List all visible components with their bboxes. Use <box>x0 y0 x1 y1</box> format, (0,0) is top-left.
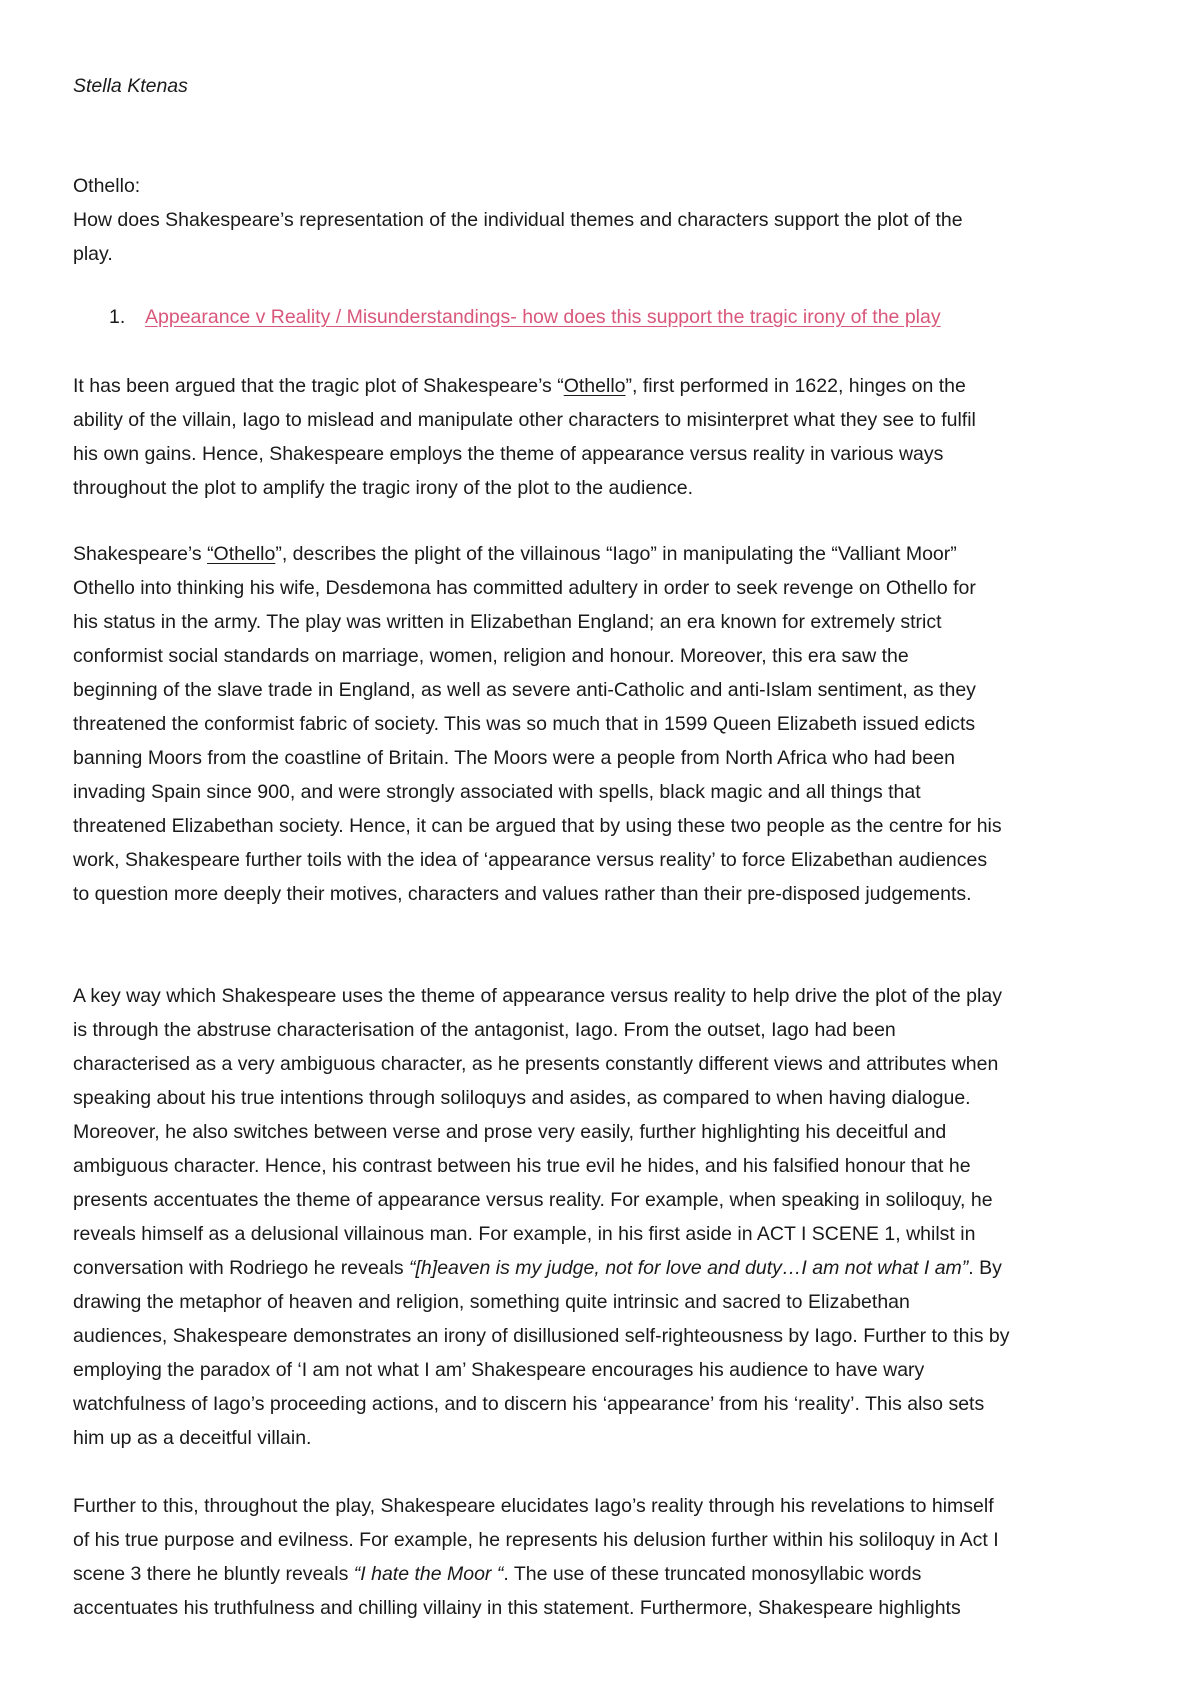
section-number: 1. <box>109 306 126 328</box>
paragraph-line: Moreover, he also switches between verse and prose very easily, further highlighting his deceitful and <box>73 1121 947 1143</box>
quotation-italic: “[h]eaven is my judge, not for love and duty…I am not what I am” <box>409 1257 969 1279</box>
paragraph-line: characterised as a very ambiguous character, as he presents constantly different views and attributes when <box>73 1053 999 1075</box>
text-run: . The use of these truncated monosyllabic words <box>503 1563 922 1585</box>
play-title-underlined: Othello <box>563 375 626 397</box>
paragraph-3 <box>73 979 1141 1455</box>
paragraph-line: threatened Elizabethan society. Hence, it can be argued that by using these two people as the centre for his <box>73 815 1002 837</box>
text-run: . By <box>968 1257 1002 1279</box>
paragraph-line: invading Spain since 900, and were strongly associated with spells, black magic and all things that <box>73 781 921 803</box>
paragraph-line: Further to this, throughout the play, Shakespeare elucidates Iago’s reality through his revelations to himself <box>73 1495 994 1517</box>
paragraph-line: his own gains. Hence, Shakespeare employs the theme of appearance versus reality in various ways <box>73 443 944 465</box>
author-name: Stella Ktenas <box>73 75 188 97</box>
text-run: ”, first performed in 1622, hinges on the <box>625 375 966 397</box>
text-run: conversation with Rodriego he reveals <box>73 1257 410 1279</box>
play-title-underlined: “Othello <box>207 543 276 565</box>
paragraph-line: banning Moors from the coastline of Britain. The Moors were a people from North Africa who had been <box>73 747 955 769</box>
paragraph-line: of his true purpose and evilness. For example, he represents his delusion further within his soliloquy in Act I <box>73 1529 999 1551</box>
text-run: scene 3 there he bluntly reveals <box>73 1563 354 1585</box>
paragraph-line: ambiguous character. Hence, his contrast between his true evil he hides, and his falsified honour that he <box>73 1155 971 1177</box>
text-run: Shakespeare’s <box>73 543 208 565</box>
paragraph-line: presents accentuates the theme of appearance versus reality. For example, when speaking in soliloquy, he <box>73 1189 993 1211</box>
paragraph-line: speaking about his true intentions through soliloquys and asides, as compared to when having dialogue. <box>73 1087 971 1109</box>
section-title-link[interactable]: Appearance v Reality / Misunderstandings- how does this support the tragic irony of the play <box>145 306 941 328</box>
essay-title: Othello: <box>73 175 141 197</box>
text-run: ”, describes the plight of the villainous “Iago” in manipulating the “Valliant Moor” <box>275 543 957 565</box>
paragraph-line: Othello into thinking his wife, Desdemona has committed adultery in order to seek revenge on Othello for <box>73 577 976 599</box>
paragraph-line: him up as a deceitful villain. <box>73 1427 312 1449</box>
paragraph-2 <box>73 537 1141 911</box>
paragraph-line: throughout the plot to amplify the tragic irony of the plot to the audience. <box>73 477 694 499</box>
paragraph-line: drawing the metaphor of heaven and religion, something quite intrinsic and sacred to Elizabethan <box>73 1291 910 1313</box>
paragraph-line: A key way which Shakespeare uses the theme of appearance versus reality to help drive the plot of the play <box>73 985 1002 1007</box>
essay-question-line-1: How does Shakespeare’s representation of the individual themes and characters support the plot of the <box>73 209 963 231</box>
paragraph-4 <box>73 1489 1141 1625</box>
paragraph-line <box>73 537 1141 571</box>
paragraph-line <box>73 1251 1141 1285</box>
paragraph-1 <box>73 369 1141 505</box>
text-run: It has been argued that the tragic plot of Shakespeare’s “ <box>73 375 564 397</box>
paragraph-line <box>73 369 1141 403</box>
paragraph-line: beginning of the slave trade in England, as well as severe anti-Catholic and anti-Islam sentiment, as they <box>73 679 976 701</box>
paragraph-line: is through the abstruse characterisation of the antagonist, Iago. From the outset, Iago had been <box>73 1019 896 1041</box>
paragraph-line: his status in the army. The play was written in Elizabethan England; an era known for extremely strict <box>73 611 942 633</box>
paragraph-line: threatened the conformist fabric of society. This was so much that in 1599 Queen Elizabeth issued edicts <box>73 713 976 735</box>
quotation-italic: “I hate the Moor “ <box>353 1563 504 1585</box>
paragraph-line: to question more deeply their motives, characters and values rather than their pre-disposed judgements. <box>73 883 972 905</box>
paragraph-line: conformist social standards on marriage, women, religion and honour. Moreover, this era saw the <box>73 645 909 667</box>
essay-heading <box>73 169 1141 271</box>
paragraph-line: watchfulness of Iago’s proceeding actions, and to discern his ‘appearance’ from his ‘reality’. This also sets <box>73 1393 985 1415</box>
section-heading-1 <box>109 300 941 334</box>
paragraph-line: reveals himself as a delusional villainous man. For example, in his first aside in ACT I SCENE 1, whilst in <box>73 1223 976 1245</box>
paragraph-line <box>73 1557 1141 1591</box>
paragraph-line: audiences, Shakespeare demonstrates an irony of disillusioned self-righteousness by Iago. Further to this by <box>73 1325 1010 1347</box>
paragraph-line: ability of the villain, Iago to mislead and manipulate other characters to misinterpret what they see to fulfil <box>73 409 976 431</box>
paragraph-line: work, Shakespeare further toils with the idea of ‘appearance versus reality’ to force Elizabethan audiences <box>73 849 988 871</box>
paragraph-line: employing the paradox of ‘I am not what I am’ Shakespeare encourages his audience to have wary <box>73 1359 925 1381</box>
paragraph-line: accentuates his truthfulness and chilling villainy in this statement. Furthermore, Shakespeare highlights <box>73 1597 961 1619</box>
essay-question-line-2: play. <box>73 243 113 265</box>
